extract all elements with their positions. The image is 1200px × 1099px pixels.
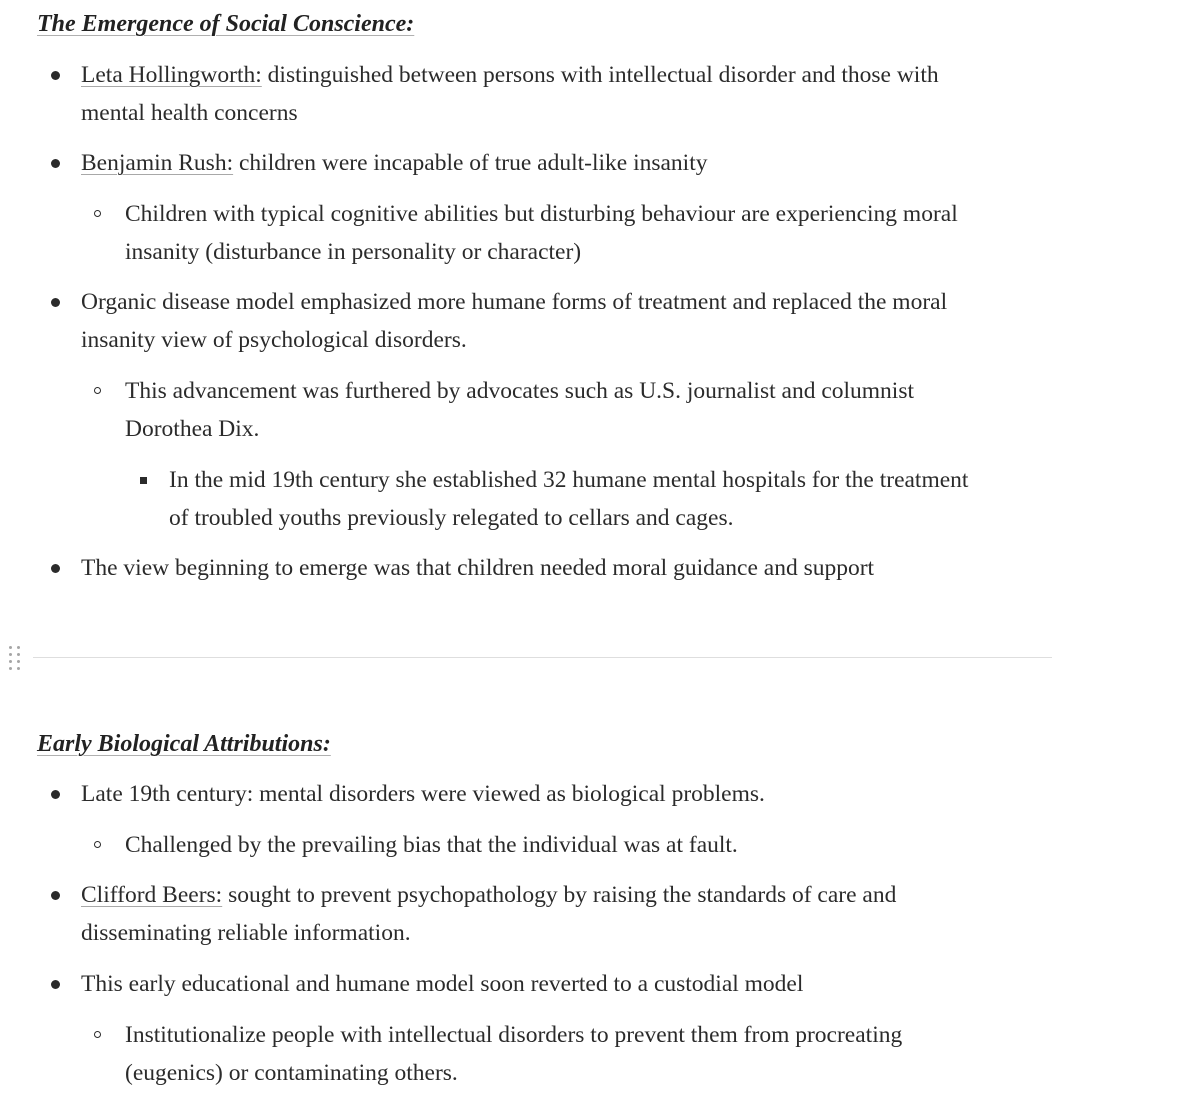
bullet-circle	[94, 841, 101, 848]
divider	[33, 657, 1052, 658]
bullet-square	[140, 477, 147, 484]
list-item-text-continued: mental health concerns	[81, 100, 298, 126]
bullet-disc	[51, 980, 60, 989]
sub-sub-list-item-text-continued: of troubled youths previously relegated to cellars and cages.	[169, 505, 734, 531]
bullet-circle	[94, 1031, 101, 1038]
bullet-disc	[51, 159, 60, 168]
section-heading-social-conscience: The Emergence of Social Conscience:	[37, 11, 415, 37]
sub-list-item-text-continued: Dorothea Dix.	[125, 416, 260, 442]
bullet-disc	[51, 790, 60, 799]
list-item	[81, 876, 896, 914]
bullet-circle	[94, 210, 101, 217]
list-item-text: children were incapable of true adult-like insanity	[233, 150, 708, 176]
list-item-text-continued: disseminating reliable information.	[81, 920, 411, 946]
bullet-disc	[51, 891, 60, 900]
list-item-text: Late 19th century: mental disorders were viewed as biological problems.	[81, 781, 765, 807]
term-benjamin-rush: Benjamin Rush:	[81, 150, 234, 176]
list-item-text: The view beginning to emerge was that children needed moral guidance and support	[81, 555, 875, 581]
list-item-text-continued: insanity view of psychological disorders.	[81, 327, 467, 353]
list-item	[81, 144, 708, 182]
list-item-text: sought to prevent psychopathology by raising the standards of care and	[222, 882, 897, 908]
sub-list-item-text: Children with typical cognitive abilities but disturbing behaviour are experiencing moral	[125, 201, 958, 227]
sub-list-item-text-continued: insanity (disturbance in personality or character)	[125, 239, 582, 265]
bullet-disc	[51, 564, 60, 573]
list-item-text: distinguished between persons with intellectual disorder and those with	[261, 62, 939, 88]
bullet-disc	[51, 71, 60, 80]
list-item	[81, 56, 939, 94]
sub-list-item-text: Institutionalize people with intellectual disorders to prevent them from procreating	[125, 1022, 903, 1048]
sub-list-item-text: Challenged by the prevailing bias that the individual was at fault.	[125, 832, 738, 858]
term-leta-hollingworth: Leta Hollingworth:	[81, 62, 262, 88]
sub-sub-list-item-text: In the mid 19th century she established 32 humane mental hospitals for the treatment	[169, 467, 969, 493]
term-clifford-beers: Clifford Beers:	[81, 882, 223, 908]
list-item-text: Organic disease model emphasized more humane forms of treatment and replaced the moral	[81, 289, 948, 315]
bullet-disc	[51, 298, 60, 307]
sub-list-item-text-continued: (eugenics) or contaminating others.	[125, 1060, 458, 1086]
bullet-circle	[94, 387, 101, 394]
section-heading-biological-attributions: Early Biological Attributions:	[37, 731, 331, 757]
drag-handle-icon[interactable]	[9, 646, 23, 670]
sub-list-item-text: This advancement was furthered by advocates such as U.S. journalist and columnist	[125, 378, 915, 404]
list-item-text: This early educational and humane model soon reverted to a custodial model	[81, 971, 804, 997]
